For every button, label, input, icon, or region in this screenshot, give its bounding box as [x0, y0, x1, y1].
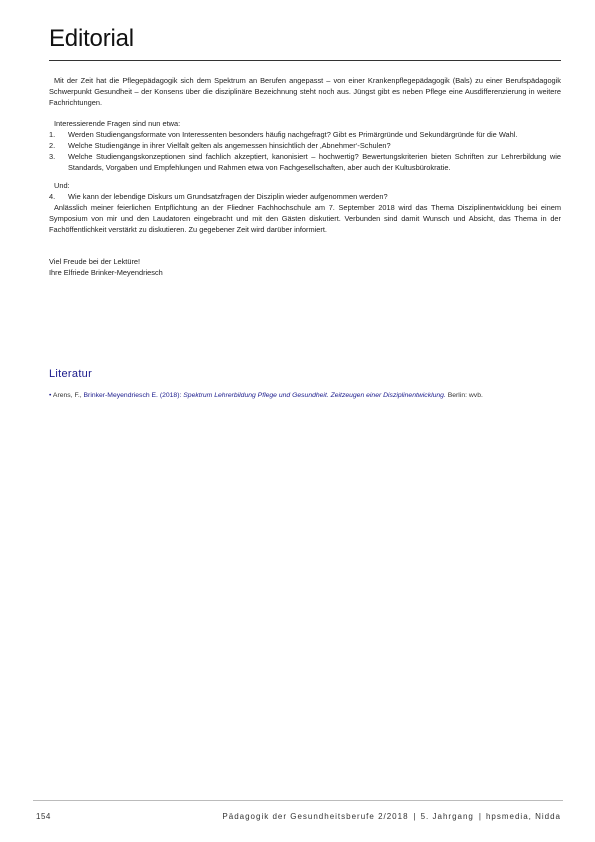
title-divider	[49, 60, 561, 61]
questions-list-2	[49, 192, 561, 203]
bullet-icon: •	[49, 392, 52, 399]
reference-place: Berlin: wvb.	[447, 392, 483, 399]
und-label: Und:	[54, 181, 70, 191]
list-item	[49, 141, 561, 152]
signoff-signature: Ihre Elfriede Brinker-Meyendriesch	[49, 268, 163, 278]
questions-list	[49, 130, 561, 173]
list-text: Welche Studiengangskonzeptionen sind fachlich akzeptiert, kanonisiert – hochwertig? Bewertungskriterien bieten Schriften zur Lehrerbildung wie Standards, Vorgaben und Empfehlungen und Rahmen etwa von Fachgesellschaften, aber auch der Kultusbürokratie.	[68, 151, 561, 172]
intro-paragraph: Mit der Zeit hat die Pflegepädagogik sich dem Spektrum an Berufen angepasst – von einer Krankenpflegepädagogik (Bals) zu einer Berufspädagogik Schwerpunkt Gesundheit – der Konsens über die disziplinäre Bezeichnung steht noch aus. Jüngst gibt es neben Pflege eine Ausdifferenzierung in weitere Fachrichtungen.	[49, 76, 561, 107]
footer-divider	[33, 800, 563, 801]
list-text: Werden Studiengangsformate von Interessenten besonders häufig nachgefragt? Gibt es Primärgründe und Sekundärgründe für die Wahl.	[68, 130, 518, 140]
footer-separator: |	[413, 812, 416, 821]
list-text: Welche Studiengänge in ihrer Vielfalt gelten als angemessen hinsichtlich der ‚Abnehmer‘-Schulen?	[68, 140, 391, 150]
literature-entry	[49, 391, 549, 401]
list-number: 2.	[49, 140, 56, 150]
journal-name: Pädagogik der Gesundheitsberufe 2/2018	[222, 812, 409, 821]
list-number: 1.	[49, 130, 56, 140]
list-number: 4.	[49, 192, 56, 202]
closing-paragraph: Anlässlich meiner feierlichen Entpflichtung an der Fliedner Fachhochschule am 7. September 2018 wird das Thema Disziplinentwicklung bei einem Symposium von mir und den Laudatoren eingebracht und mit den Gästen diskutiert. Verbunden sind damit Wunsch und Absicht, das Thema in der Fachöffentlichkeit verstärkt zu diskutieren. Zu gegebener Zeit wird darüber informiert.	[49, 202, 561, 234]
list-text: Wie kann der lebendige Diskurs um Grundsatzfragen der Disziplin wieder aufgenommen werden?	[68, 192, 388, 202]
page-number: 154	[36, 812, 51, 821]
editorial-body	[49, 76, 561, 279]
list-item	[49, 192, 561, 203]
signoff-greeting: Viel Freude bei der Lektüre!	[49, 257, 141, 267]
footer-separator: |	[478, 812, 481, 821]
list-number: 3.	[49, 151, 56, 161]
footer-info	[222, 812, 561, 821]
page-title: Editorial	[49, 25, 134, 52]
list-item	[49, 152, 561, 174]
journal-year: 5. Jahrgang	[420, 812, 474, 821]
literature-heading: Literatur	[49, 368, 93, 380]
reference-authors: Arens, F.,	[52, 392, 82, 399]
list-item	[49, 130, 561, 141]
questions-intro: Interessierende Fragen sind nun etwa:	[54, 119, 181, 129]
publisher: hpsmedia, Nidda	[485, 812, 561, 821]
reference-author-link[interactable]: Brinker-Meyendriesch E. (2018):	[83, 392, 182, 399]
reference-work-title[interactable]: Spektrum Lehrerbildung Pflege und Gesundheit. Zeitzeugen einer Disziplinentwicklung.	[183, 392, 446, 399]
